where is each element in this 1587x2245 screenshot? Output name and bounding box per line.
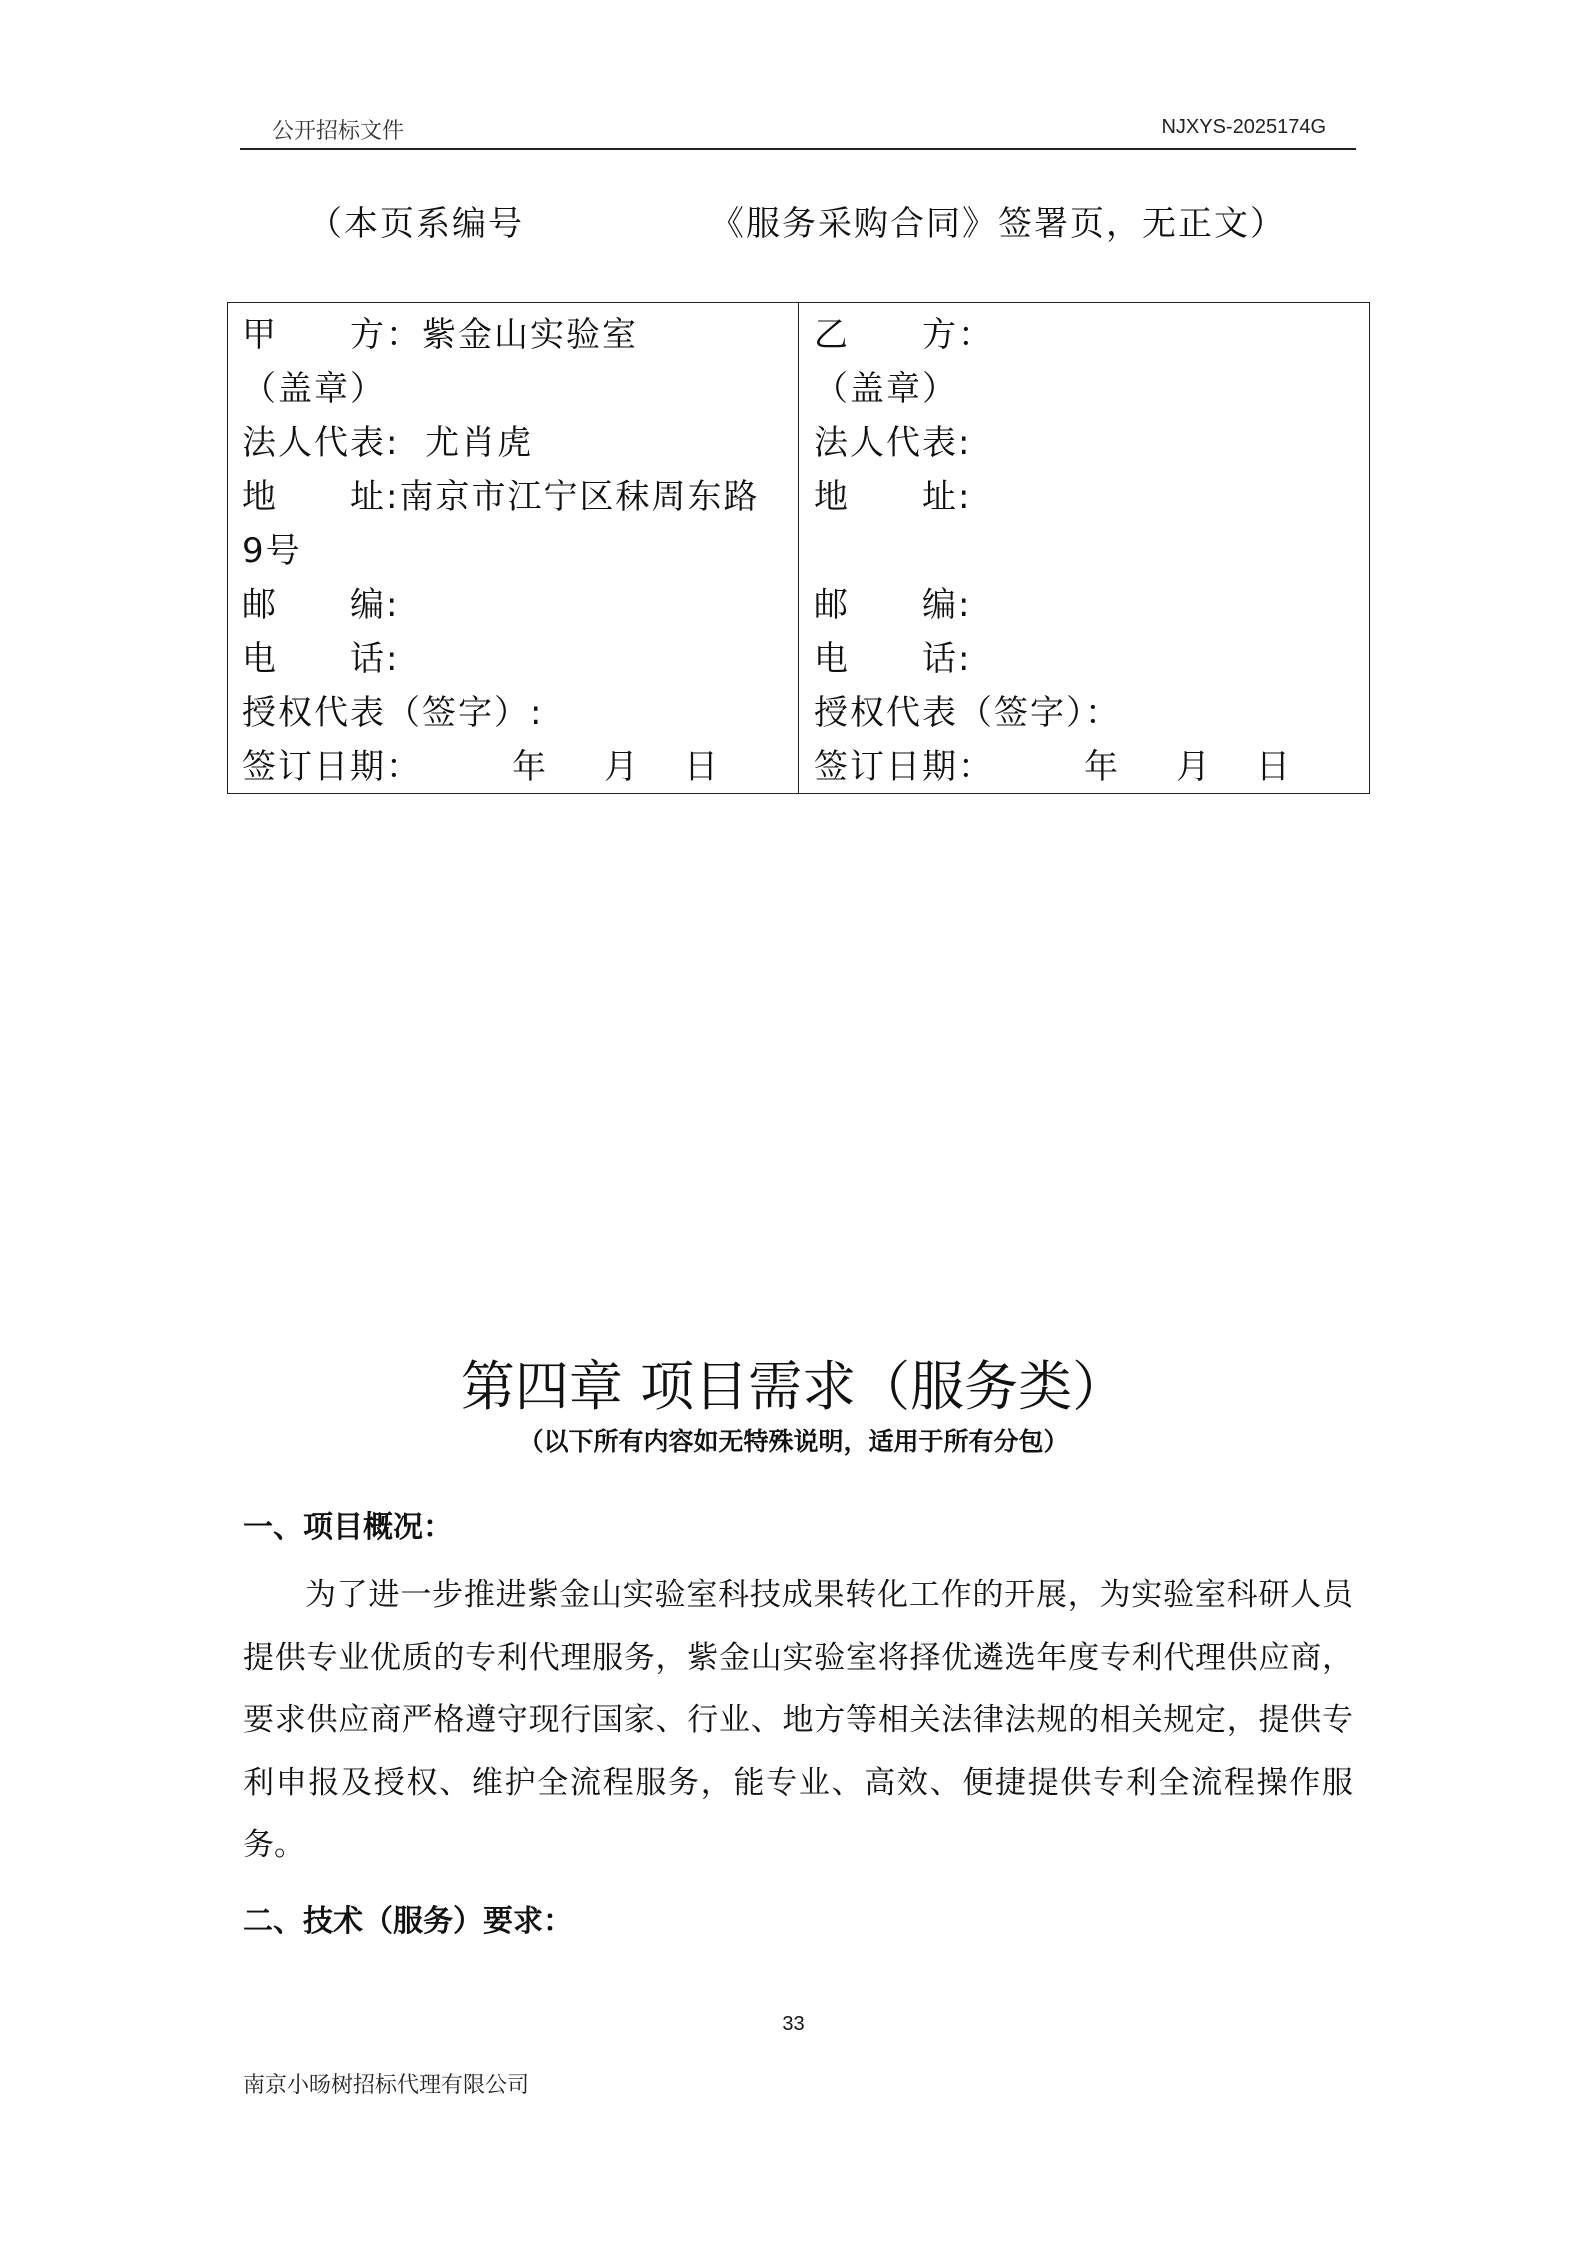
party-a-address-line2: 9号 <box>242 531 302 571</box>
party-a-year: 年 <box>512 747 548 787</box>
header-doc-number: NJXYS-2025174G <box>1161 116 1326 138</box>
party-b-date-label: 签订日期： <box>814 747 994 787</box>
chapter-title: 第四章 项目需求（服务类） <box>460 1355 1127 1418</box>
signature-table <box>227 302 1370 794</box>
party-a-rep-label: 法人代表: <box>242 423 400 463</box>
party-a-name: 紫金山实验室 <box>422 315 638 355</box>
party-a-address-label: 地 址: <box>242 477 400 517</box>
table-divider <box>798 303 799 793</box>
section-2-heading: 二、技术（服务）要求： <box>243 1904 573 1939</box>
party-b-date-row <box>814 739 1292 788</box>
header-doc-type: 公开招标文件 <box>272 119 405 144</box>
party-a-auth-label: 授权代表（签字）: <box>242 693 544 733</box>
party-a-address-row <box>242 469 759 518</box>
party-b-month: 月 <box>1176 747 1212 787</box>
party-a-date-row <box>242 739 720 788</box>
page-number: 33 <box>782 2013 805 2035</box>
party-b-address-label: 地 址: <box>814 477 972 517</box>
party-a-rep-name: 尤肖虎 <box>425 423 534 463</box>
party-b-seal: （盖章） <box>814 369 958 409</box>
party-a-date-label: 签订日期： <box>242 747 422 787</box>
party-b-phone-label: 电 话: <box>814 639 972 679</box>
page-footer-company: 南京小旸树招标代理有限公司 <box>243 2073 530 2098</box>
signature-page-note-part2: 《服务采购合同》签署页，无正文） <box>710 204 1286 244</box>
section-1-body: 为了进一步推进紫金山实验室科技成果转化工作的开展，为实验室科研人员提供专业优质的专利代理服务，紫金山实验室将择优遴选年度专利代理供应商，要求供应商严格遵守现行国家、行业、地方等相关法律法规的相关规定，提供专利申报及授权、维护全流程服务，能专业、高效、便捷提供专利全流程操作服务。 <box>243 1577 1353 1863</box>
signature-page-note-part1: （本页系编号 <box>308 204 524 244</box>
party-a-postcode-label: 邮 编: <box>242 585 400 625</box>
party-b-rep-label: 法人代表: <box>814 423 972 463</box>
party-a-rep-row <box>242 415 533 464</box>
party-a-seal: （盖章） <box>242 369 386 409</box>
party-a-name-row <box>242 307 638 356</box>
party-b-postcode-label: 邮 编: <box>814 585 972 625</box>
party-b-auth-label: 授权代表（签字）： <box>814 693 1121 733</box>
section-1-heading: 一、项目概况： <box>243 1510 453 1545</box>
party-a-label: 甲 方： <box>242 315 422 355</box>
party-a-month: 月 <box>604 747 640 787</box>
party-b-label: 乙 方： <box>814 315 994 355</box>
party-a-phone-label: 电 话: <box>242 639 400 679</box>
party-a-address: 南京市江宁区秣周东路 <box>399 477 760 517</box>
party-b-year: 年 <box>1084 747 1120 787</box>
page-header <box>240 110 1356 150</box>
party-b-day: 日 <box>1256 747 1292 787</box>
chapter-subtitle: （以下所有内容如无特殊说明，适用于所有分包） <box>518 1427 1069 1456</box>
party-a-day: 日 <box>684 747 720 787</box>
